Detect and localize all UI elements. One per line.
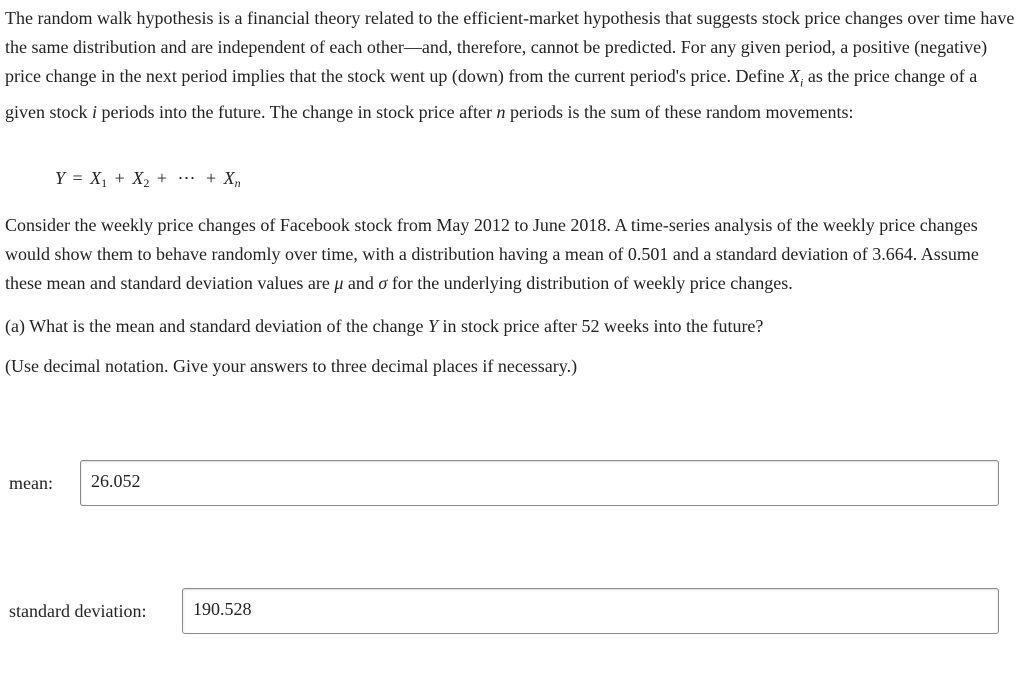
symbol-mu: μ xyxy=(334,273,344,293)
variable-y: Y xyxy=(428,316,439,336)
context-text-c: for the underlying distribution of weekly price changes. xyxy=(387,273,793,293)
context-paragraph xyxy=(5,211,1019,298)
equation-plus-2: + xyxy=(156,168,167,188)
equation-plus-3: + xyxy=(205,168,217,188)
equation-x2: X xyxy=(132,168,144,188)
equation-sub-n: n xyxy=(234,176,241,190)
context-text-a: Consider the weekly price changes of Facebook stock from May 2012 to June 2018. A time-series analysis of the weekly price changes would show them to behave randomly over time, with a distribution having a mean of 0.501 and a standard deviation of 3.664. Assume these mean and standard deviation values are xyxy=(5,215,979,293)
variable-i: i xyxy=(92,101,98,122)
equation-lhs: Y xyxy=(55,168,66,188)
equation-xn: X xyxy=(223,168,235,188)
intro-text-d: periods is the sum of these random movements: xyxy=(505,101,854,122)
equation-sub-2: 2 xyxy=(143,176,150,190)
equation-ellipsis: ⋯ xyxy=(177,168,196,188)
sd-answer-row xyxy=(9,588,999,634)
sd-label: standard deviation: xyxy=(9,600,147,621)
context-text-b: and xyxy=(343,273,379,293)
question-text-b: in stock price after 52 weeks into the future? xyxy=(438,316,764,336)
equation-sub-1: 1 xyxy=(101,176,108,190)
symbol-sigma: σ xyxy=(378,273,388,293)
sum-equation xyxy=(55,168,241,191)
equation-plus-1: + xyxy=(114,168,125,188)
question-part-a xyxy=(5,312,763,341)
mean-answer-row xyxy=(9,460,999,506)
intro-text-a: The random walk hypothesis is a financial theory related to the efficient-market hypothesis that suggests stock price changes over time have the same distribution and are independent of each other—and, therefore, cannot be predicted. For any given period, a positive (negative) price change in the next period implies that the stock went up (down) from the current period's price. Define xyxy=(5,8,1015,86)
variable-n: n xyxy=(496,101,506,122)
sd-input[interactable]: 190.528 xyxy=(182,588,999,634)
mean-input[interactable]: 26.052 xyxy=(80,460,999,506)
variable-x: $X_i$ xyxy=(788,66,804,90)
problem-statement xyxy=(5,0,1017,127)
intro-text-b: as the price change of a given stock xyxy=(5,66,978,122)
intro-paragraph xyxy=(5,0,1017,127)
answer-instruction: (Use decimal notation. Give your answers to three decimal places if necessary.) xyxy=(5,356,578,376)
mean-label: mean: xyxy=(9,472,53,493)
equation-x1: X xyxy=(90,168,102,188)
question-text-a: (a) What is the mean and standard deviation of the change xyxy=(5,316,429,336)
intro-text-c: periods into the future. The change in stock price after xyxy=(97,101,497,122)
equation-equals: = xyxy=(72,168,83,188)
